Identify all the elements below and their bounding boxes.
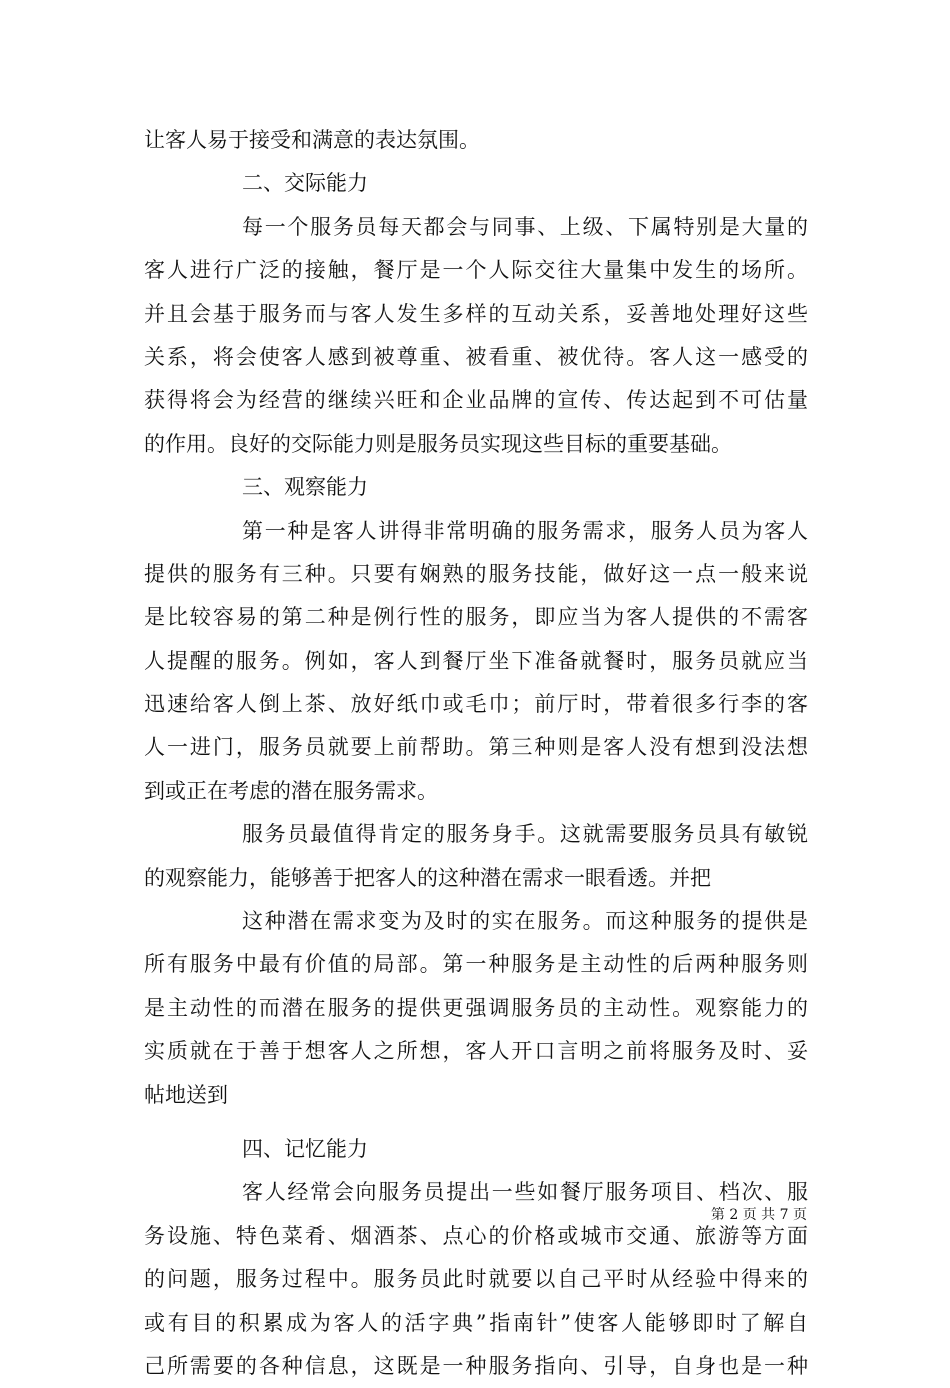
text-line: 人提醒的服务。例如，客人到餐厅坐下准备就餐时，服务员就应当 bbox=[144, 648, 808, 673]
text-line: 是主动性的而潜在服务的提供更强调服务员的主动性。观察能力的 bbox=[144, 995, 808, 1020]
text-line: 迅速给客人倒上茶、放好纸巾或毛巾；前厅时，带着很多行李的客 bbox=[144, 692, 808, 717]
text-line: 帖地送到 bbox=[144, 1082, 228, 1107]
section-heading-social: 二、交际能力 bbox=[242, 171, 368, 196]
text-line: 到或正在考虑的潜在服务需求。 bbox=[144, 778, 438, 803]
text-line: 关系，将会使客人感到被尊重、被看重、被优待。客人这一感受的 bbox=[144, 344, 808, 369]
text-line: 第一种是客人讲得非常明确的服务需求，服务人员为客人 bbox=[242, 518, 808, 543]
text-line: 务设施、特色菜肴、烟酒茶、点心的价格或城市交通、旅游等方面 bbox=[144, 1223, 808, 1248]
section-heading-observation: 三、观察能力 bbox=[242, 475, 368, 500]
text-line: 提供的服务有三种。只要有娴熟的服务技能，做好这一点一般来说 bbox=[144, 561, 808, 586]
text-line: 实质就在于善于想客人之所想，客人开口言明之前将服务及时、妥 bbox=[144, 1039, 808, 1064]
text-line: 这种潜在需求变为及时的实在服务。而这种服务的提供是 bbox=[242, 909, 808, 934]
section-heading-memory: 四、记忆能力 bbox=[242, 1136, 368, 1161]
text-line: 人一进门，服务员就要上前帮助。第三种则是客人没有想到没法想 bbox=[144, 735, 808, 760]
text-line: 每一个服务员每天都会与同事、上级、下属特别是大量的 bbox=[242, 214, 808, 239]
text-line: 服务员最值得肯定的服务身手。这就需要服务员具有敏锐 bbox=[242, 822, 808, 847]
text-line: 是比较容易的第二种是例行性的服务，即应当为客人提供的不需客 bbox=[144, 605, 808, 630]
document-body bbox=[144, 119, 808, 1388]
text-line: 获得将会为经营的继续兴旺和企业品牌的宣传、传达起到不可估量 bbox=[144, 388, 808, 413]
text-line: 让客人易于接受和满意的表达氛围。 bbox=[144, 128, 480, 152]
text-line: 或有目的积累成为客人的活字典”指南针”使客人能够即时了解自 bbox=[144, 1310, 808, 1335]
text-line: 的问题，服务过程中。服务员此时就要以自己平时从经验中得来的 bbox=[144, 1267, 808, 1292]
page-number: 第 2 页 共 7 页 bbox=[710, 1207, 807, 1223]
text-line: 客人进行广泛的接触，餐厅是一个人际交往大量集中发生的场所。 bbox=[144, 258, 808, 283]
text-line: 己所需要的各种信息，这既是一种服务指向、引导，自身也是一种 bbox=[144, 1353, 808, 1378]
text-line: 的作用。良好的交际能力则是服务员实现这些目标的重要基础。 bbox=[144, 431, 732, 456]
text-line: 所有服务中最有价值的局部。第一种服务是主动性的后两种服务则 bbox=[144, 952, 808, 977]
text-line: 的观察能力，能够善于把客人的这种潜在需求一眼看透。并把 bbox=[144, 865, 711, 890]
text-line: 客人经常会向服务员提出一些如餐厅服务项目、档次、服 bbox=[242, 1180, 808, 1205]
text-line: 并且会基于服务而与客人发生多样的互动关系，妥善地处理好这些 bbox=[144, 301, 808, 326]
paragraph-gap bbox=[144, 1117, 808, 1128]
